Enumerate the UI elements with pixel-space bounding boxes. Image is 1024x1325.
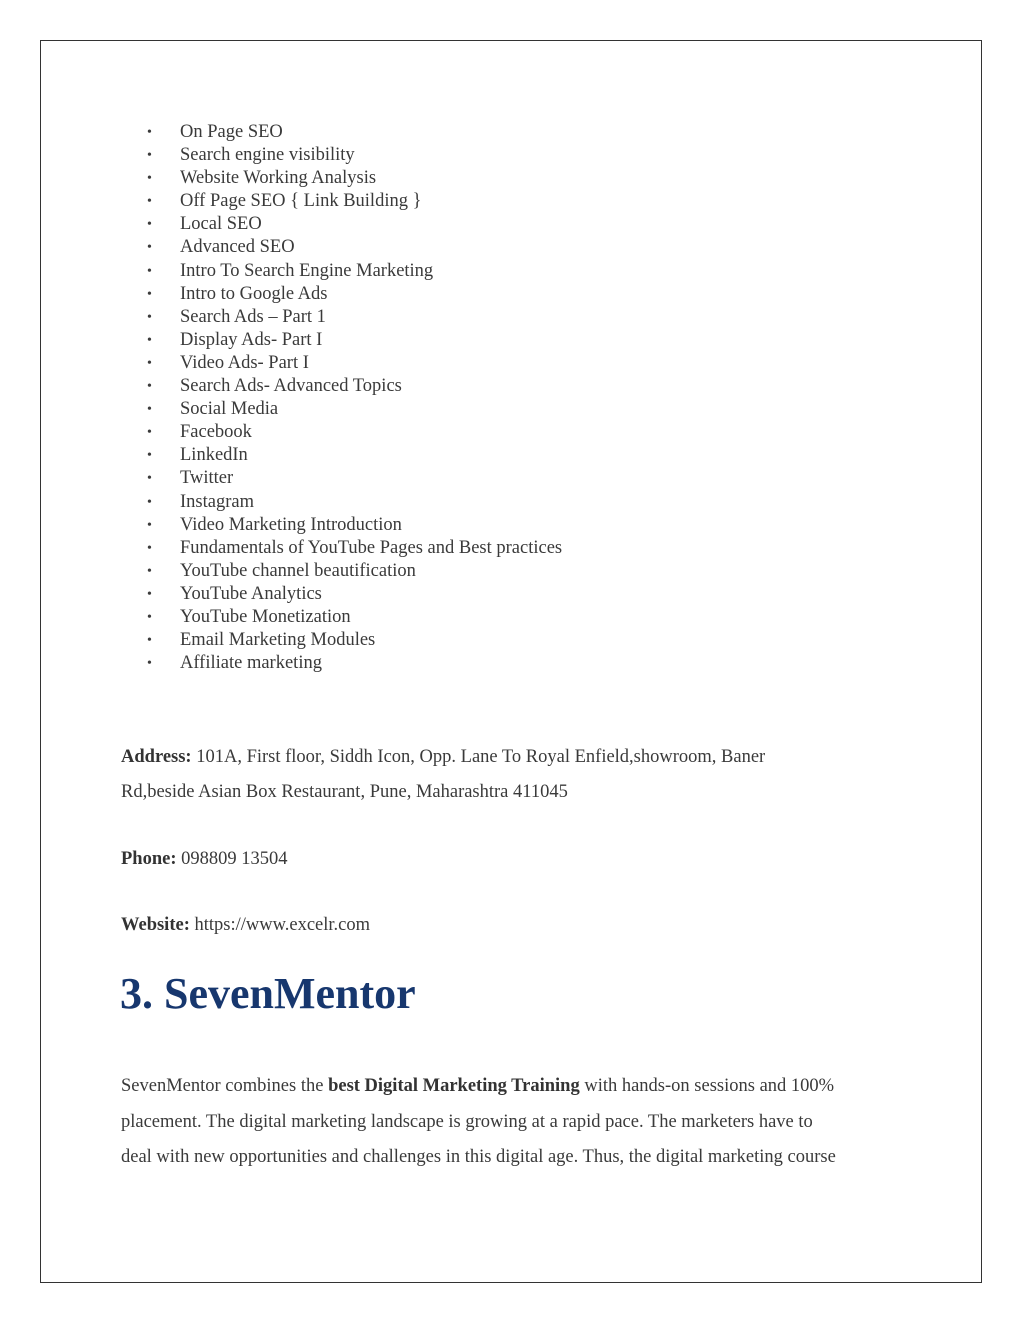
bullet-icon: • [147,217,152,233]
list-item: • Fundamentals of YouTube Pages and Best practices [180,537,562,560]
paragraph-line-1: SevenMentor combines the best Digital Marketing Training with hands-on sessions and 100% [121,1076,835,1096]
bullet-icon: • [147,563,152,579]
bullet-icon: • [147,656,152,672]
list-item: • Search Ads- Advanced Topics [180,375,562,398]
bullet-icon: • [147,425,152,441]
list-item: • Off Page SEO { Link Building } [180,190,562,213]
bullet-icon: • [147,448,152,464]
list-item: • Twitter [180,467,562,490]
bullet-icon: • [147,263,152,279]
address-label: Address: [121,747,192,767]
bullet-icon: • [147,517,152,533]
bullet-icon: • [147,540,152,556]
highlight-text: best Digital Marketing Training [328,1076,580,1096]
list-item: • YouTube Monetization [180,606,562,629]
website-label: Website: [121,915,190,935]
bullet-icon: • [147,586,152,602]
address-line-2: Rd,beside Asian Box Restaurant, Pune, Maharashtra 411045 [121,782,568,802]
address-line-1 [121,745,765,769]
bullet-icon: • [147,309,152,325]
list-item: • Search Ads – Part 1 [180,306,562,329]
bullet-icon: • [147,471,152,487]
bullet-icon: • [147,332,152,348]
list-item: • Social Media [180,398,562,421]
list-item: • Display Ads- Part I [180,329,562,352]
paragraph-line-2: placement. The digital marketing landscape is growing at a rapid pace. The marketers have to [121,1112,813,1132]
bullet-icon: • [147,494,152,510]
list-item: • Affiliate marketing [180,652,562,675]
list-item: • Facebook [180,421,562,444]
bullet-icon: • [147,148,152,164]
list-item: • Advanced SEO [180,236,562,259]
paragraph-line-3: deal with new opportunities and challenges in this digital age. Thus, the digital marketing course [121,1147,836,1167]
bullet-icon: • [147,240,152,256]
website-link[interactable]: https://www.excelr.com [189,915,371,935]
list-item: • On Page SEO [180,121,562,144]
website-line [121,913,370,937]
bullet-icon: • [147,286,152,302]
phone-line [121,847,288,871]
list-item: • Instagram [180,491,562,514]
list-item: • Search engine visibility [180,144,562,167]
list-item: • YouTube channel beautification [180,560,562,583]
bullet-icon: • [147,125,152,140]
phone-label: Phone: [121,849,177,869]
list-item: • Email Marketing Modules [180,629,562,652]
list-item: • Video Marketing Introduction [180,514,562,537]
bullet-icon: • [147,379,152,395]
list-item: • Video Ads- Part I [180,352,562,375]
section-heading: 3. SevenMentor [120,969,416,1018]
list-item: • YouTube Analytics [180,583,562,606]
topics-list [147,121,563,675]
list-item: • Website Working Analysis [180,167,562,190]
list-item: • Intro To Search Engine Marketing [180,260,562,283]
phone-value: 098809 13504 [176,849,288,869]
bullet-icon: • [147,355,152,371]
bullet-icon: • [147,194,152,210]
list-item: • Intro to Google Ads [180,283,562,306]
bullet-icon: • [147,171,152,187]
list-item: • LinkedIn [180,444,562,467]
bullet-icon: • [147,402,152,418]
address-value: 101A, First floor, Siddh Icon, Opp. Lane To Royal Enfield,showroom, Baner [191,747,766,767]
list-item: • Local SEO [180,213,562,236]
bullet-icon: • [147,633,152,649]
bullet-icon: • [147,609,152,625]
